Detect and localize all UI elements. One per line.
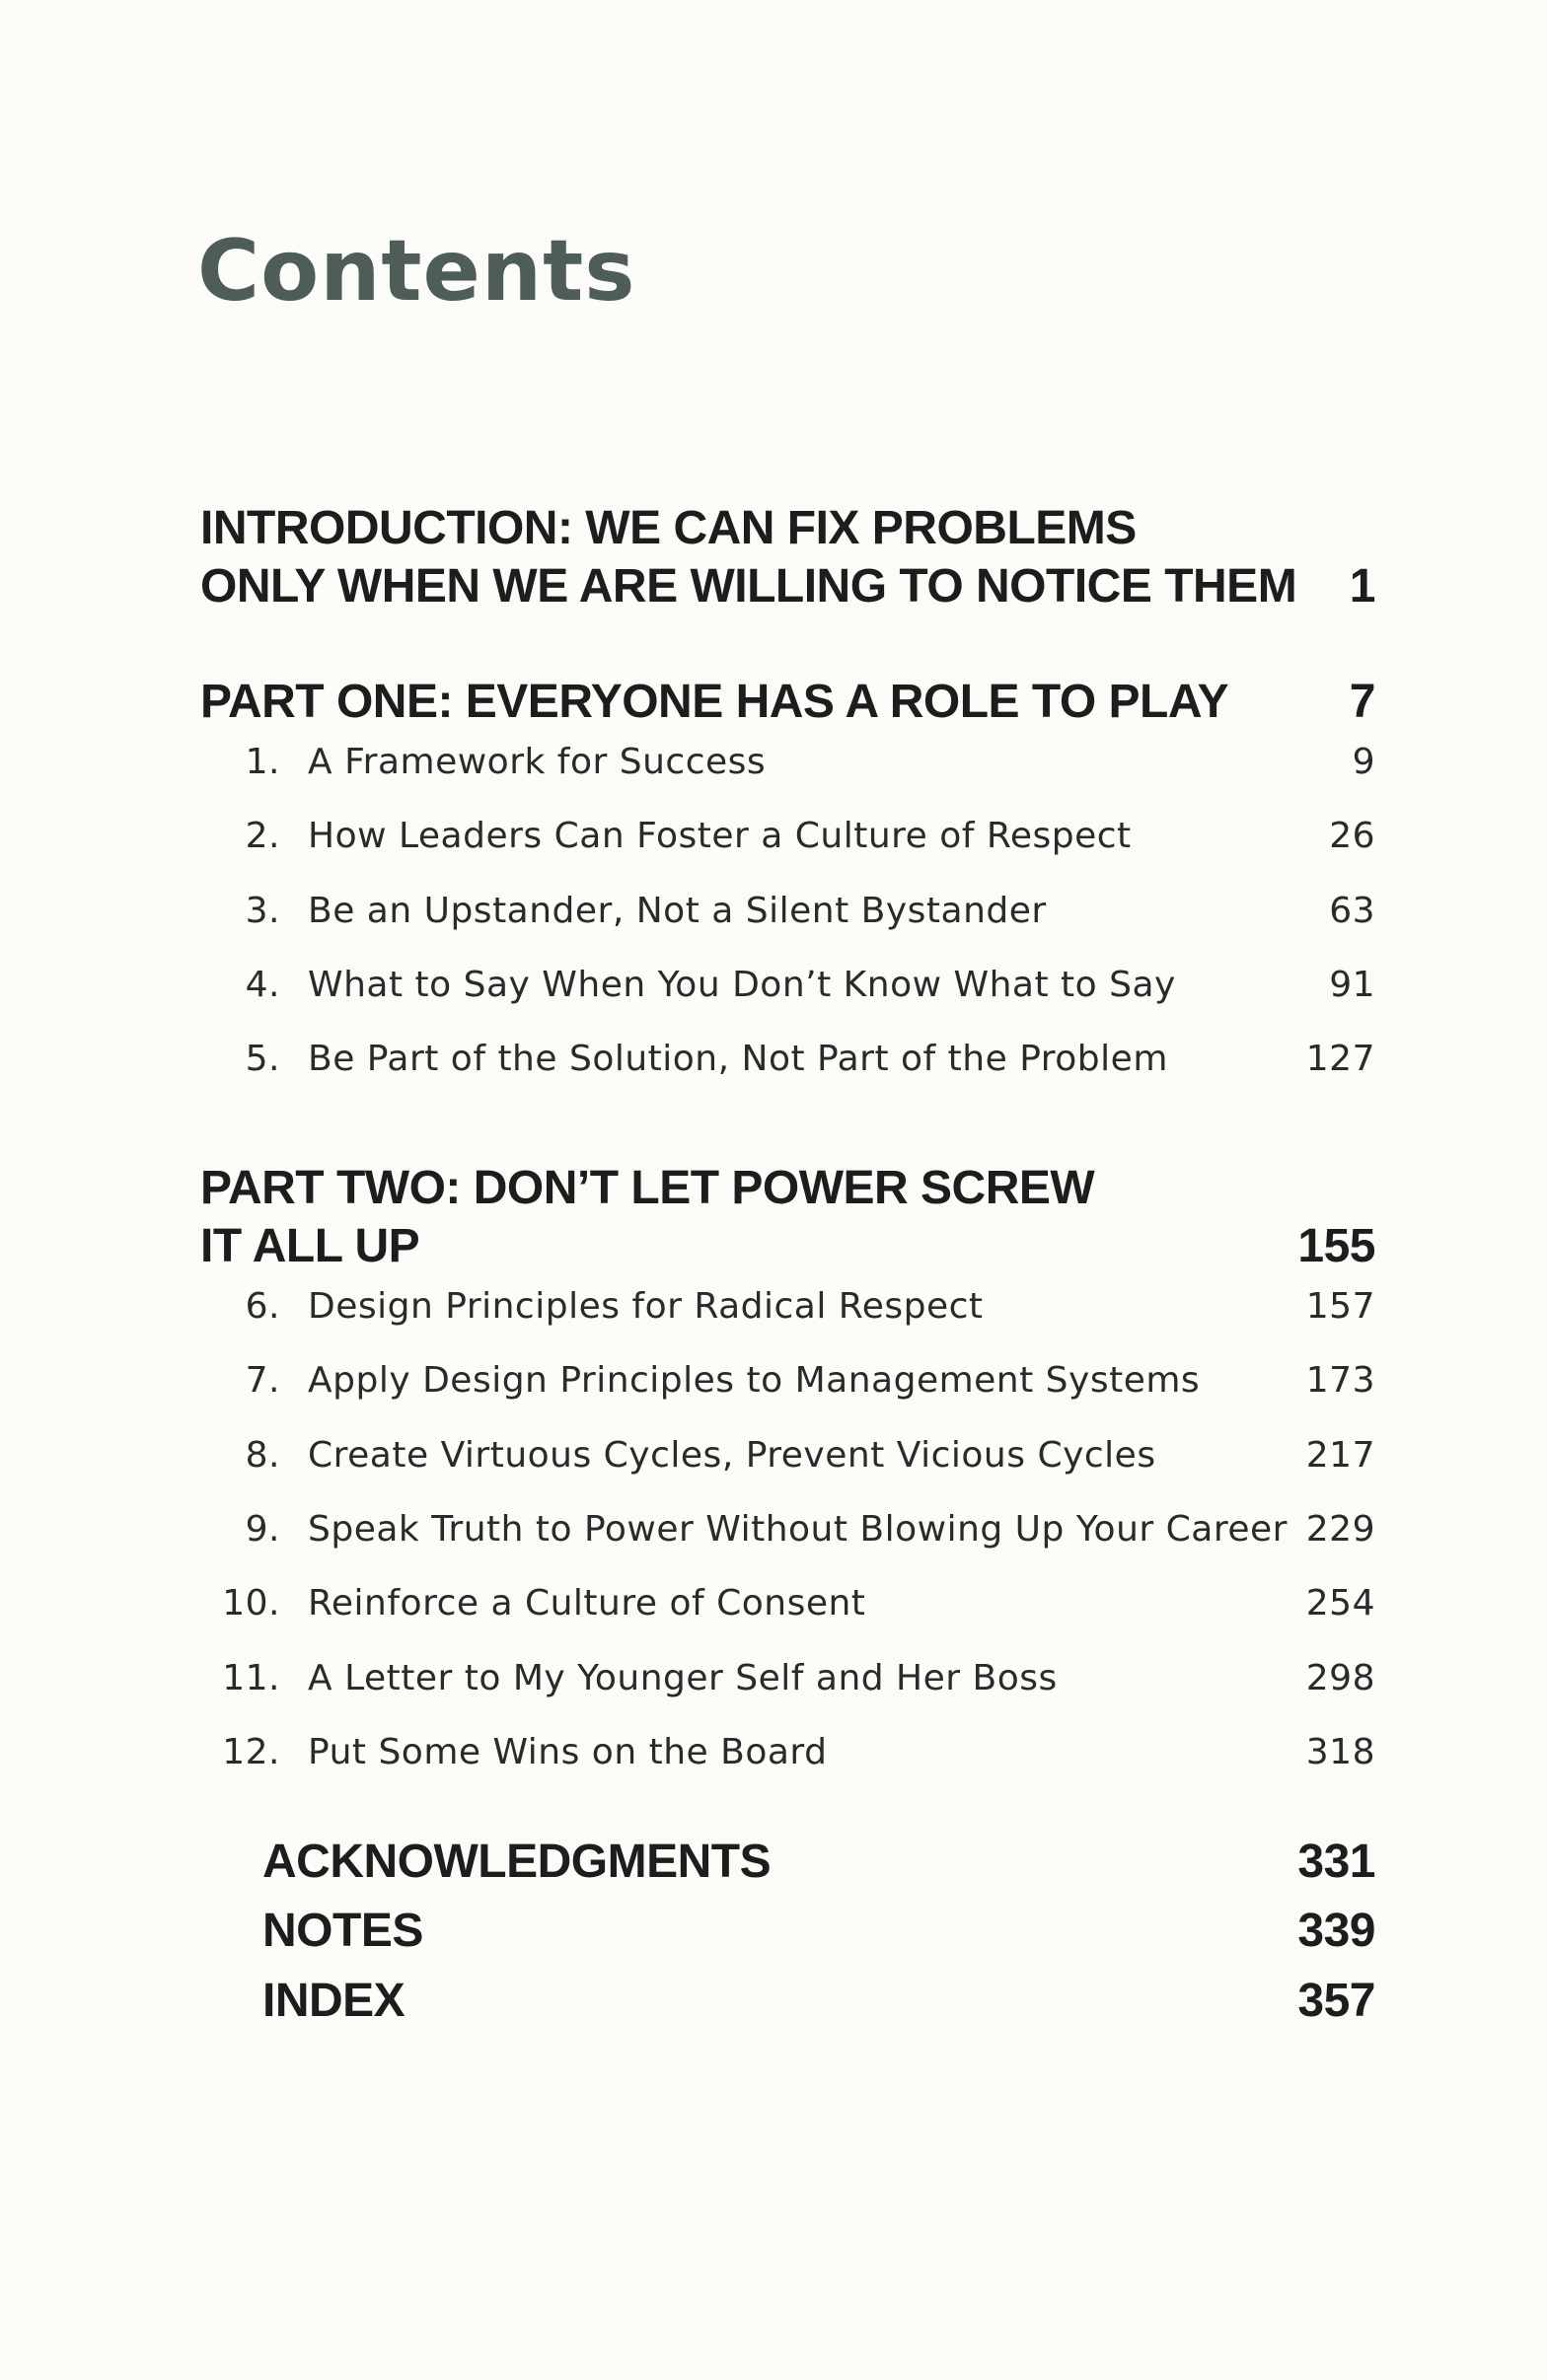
chapter-page: 157 xyxy=(1305,1286,1375,1327)
toc-chapter-entry[interactable] xyxy=(0,1277,1547,1336)
chapter-number: 10. xyxy=(222,1583,280,1624)
intro-title-line2: ONLY WHEN WE ARE WILLING TO NOTICE THEM xyxy=(200,560,1297,613)
toc-chapter-entry[interactable] xyxy=(0,1500,1547,1559)
chapter-page: 254 xyxy=(1305,1583,1375,1624)
chapter-number: 8. xyxy=(245,1434,280,1476)
chapter-page: 127 xyxy=(1305,1039,1375,1080)
chapter-title: Apply Design Principles to Management Systems xyxy=(308,1360,1201,1402)
toc-chapter-entry[interactable] xyxy=(0,1649,1547,1708)
part-two-page: 155 xyxy=(1297,1220,1375,1272)
chapter-number: 3. xyxy=(245,890,280,931)
toc-chapter-entry[interactable] xyxy=(0,1574,1547,1633)
toc-back-matter-entry[interactable] xyxy=(0,1833,1547,1892)
toc-chapter-entry[interactable] xyxy=(0,1030,1547,1089)
intro-title-line1: INTRODUCTION: WE CAN FIX PROBLEMS xyxy=(200,502,1137,554)
chapter-number: 7. xyxy=(245,1360,280,1402)
chapter-page: 229 xyxy=(1305,1508,1375,1550)
chapter-page: 173 xyxy=(1305,1360,1375,1402)
chapter-number: 1. xyxy=(245,742,280,782)
chapter-number: 4. xyxy=(245,964,280,1005)
chapter-number: 5. xyxy=(245,1039,280,1080)
toc-chapter-entry[interactable] xyxy=(0,1426,1547,1485)
chapter-page: 217 xyxy=(1305,1434,1375,1476)
toc-chapter-entry[interactable] xyxy=(0,882,1547,941)
part-two-heading-line2[interactable] xyxy=(0,1217,1547,1276)
intro-heading-line1 xyxy=(0,499,1547,558)
chapter-title: Design Principles for Radical Respect xyxy=(308,1286,984,1327)
page-title: Contents xyxy=(197,222,636,321)
chapter-page: 298 xyxy=(1305,1657,1375,1698)
chapter-page: 26 xyxy=(1329,816,1375,857)
chapter-title: Create Virtuous Cycles, Prevent Vicious Cycles xyxy=(308,1434,1156,1476)
chapter-page: 318 xyxy=(1305,1731,1375,1772)
chapter-number: 9. xyxy=(245,1508,280,1550)
chapter-page: 9 xyxy=(1352,742,1375,782)
toc-chapter-entry[interactable] xyxy=(0,1723,1547,1782)
chapter-title: A Letter to My Younger Self and Her Boss xyxy=(308,1657,1058,1698)
back-matter-page: 339 xyxy=(1297,1905,1375,1957)
toc-chapter-entry[interactable] xyxy=(0,807,1547,866)
intro-heading-line2[interactable] xyxy=(0,557,1547,616)
chapter-title: What to Say When You Don’t Know What to Say xyxy=(308,964,1176,1005)
back-matter-page: 331 xyxy=(1297,1836,1375,1888)
part-one-page: 7 xyxy=(1349,676,1375,728)
chapter-page: 91 xyxy=(1329,964,1375,1005)
part-one-heading[interactable] xyxy=(0,673,1547,732)
part-one-title: PART ONE: EVERYONE HAS A ROLE TO PLAY xyxy=(200,676,1229,728)
chapter-number: 6. xyxy=(245,1286,280,1327)
toc-back-matter-entry[interactable] xyxy=(0,1972,1547,2031)
toc-back-matter-entry[interactable] xyxy=(0,1902,1547,1961)
toc-chapter-entry[interactable] xyxy=(0,956,1547,1015)
intro-page: 1 xyxy=(1349,560,1375,613)
chapter-title: Put Some Wins on the Board xyxy=(308,1731,828,1772)
back-matter-title: INDEX xyxy=(262,1975,405,2027)
chapter-title: Reinforce a Culture of Consent xyxy=(308,1583,866,1624)
chapter-number: 11. xyxy=(222,1657,280,1698)
back-matter-title: NOTES xyxy=(262,1905,423,1957)
chapter-number: 12. xyxy=(222,1731,280,1772)
part-two-heading-line1 xyxy=(0,1159,1547,1218)
chapter-title: How Leaders Can Foster a Culture of Respect xyxy=(308,816,1132,857)
back-matter-page: 357 xyxy=(1297,1975,1375,2027)
part-two-title-line2: IT ALL UP xyxy=(200,1220,420,1272)
chapter-number: 2. xyxy=(245,816,280,857)
chapter-title: Speak Truth to Power Without Blowing Up Your Career xyxy=(308,1508,1288,1550)
part-two-title-line1: PART TWO: DON’T LET POWER SCREW xyxy=(200,1162,1095,1214)
chapter-title: A Framework for Success xyxy=(308,742,767,782)
chapter-title: Be an Upstander, Not a Silent Bystander xyxy=(308,890,1047,931)
chapter-title: Be Part of the Solution, Not Part of the Problem xyxy=(308,1039,1168,1080)
toc-chapter-entry[interactable] xyxy=(0,733,1547,792)
back-matter-title: ACKNOWLEDGMENTS xyxy=(262,1836,772,1888)
chapter-page: 63 xyxy=(1329,890,1375,931)
toc-chapter-entry[interactable] xyxy=(0,1351,1547,1410)
